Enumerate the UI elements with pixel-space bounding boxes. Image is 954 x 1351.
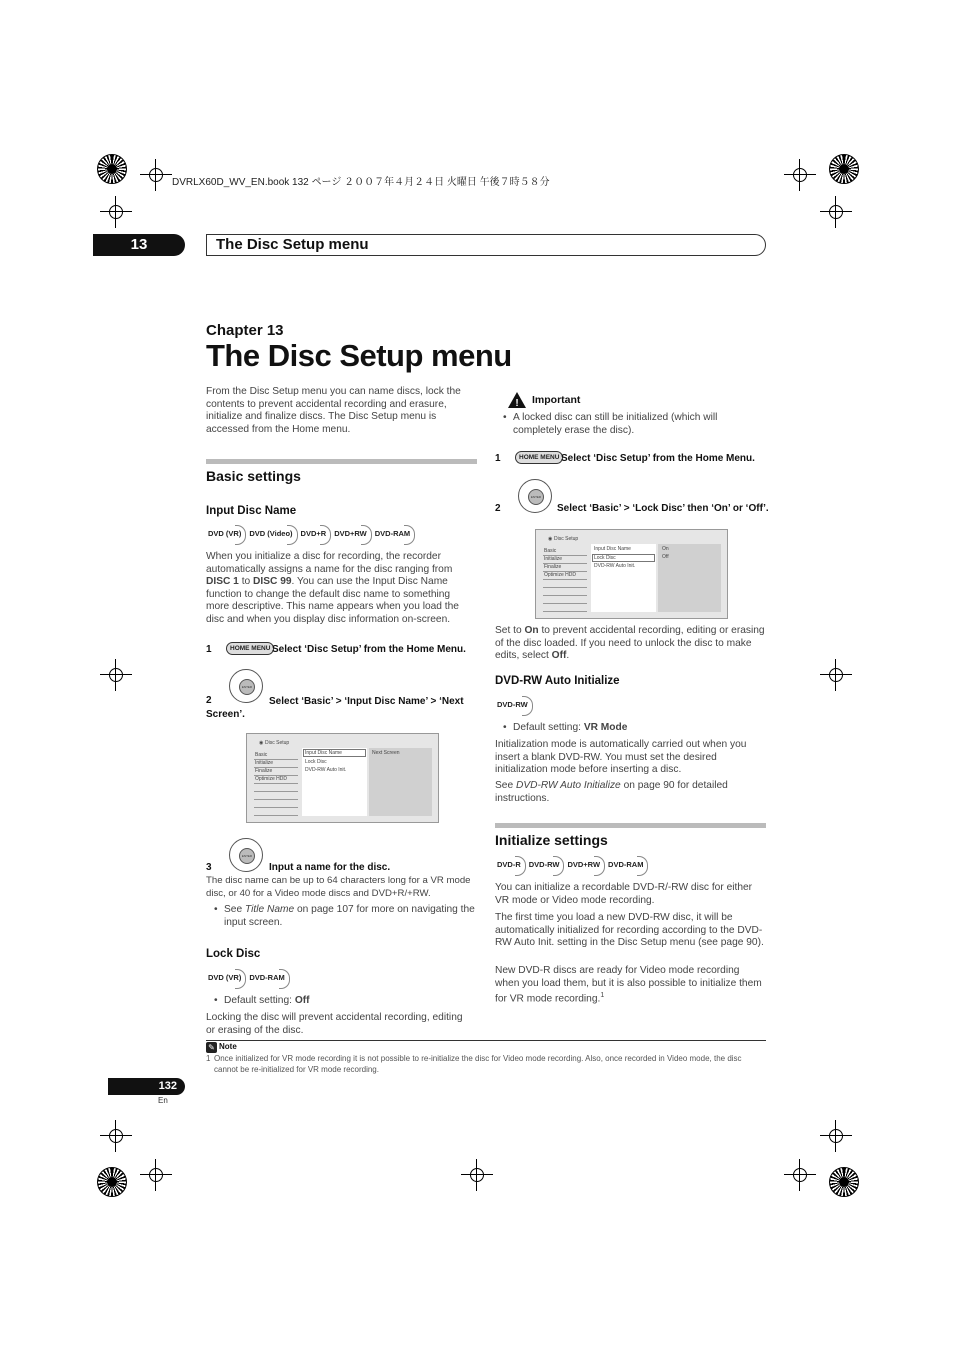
initialize-settings-heading: Initialize settings: [495, 832, 608, 848]
section-divider: [495, 823, 766, 828]
step-number: 1: [206, 644, 212, 655]
screen-option: Lock Disc: [594, 555, 616, 561]
default-value: VR Mode: [583, 722, 628, 733]
on-value: On: [524, 625, 539, 636]
footnote-number: 1: [206, 1054, 211, 1063]
important-heading: Important: [532, 394, 581, 406]
disc-compat-badges: [206, 528, 412, 540]
disc-badge: DVD-RAM: [608, 860, 644, 869]
crosshair-mark: [826, 665, 846, 685]
note-divider: [206, 1040, 766, 1041]
lock-disc-instructions: Set to On to prevent accidental recording, editing or erasing of the disc loaded. If you need to unlock the disc to make edits, select Off.: [495, 625, 765, 662]
default-value: Off: [294, 995, 310, 1006]
lock-disc-heading: Lock Disc: [206, 948, 261, 960]
disc-setup-screen-lock: [535, 529, 728, 619]
step-number: 1: [495, 453, 501, 464]
initialize-paragraph-2: The first time you load a new DVD-RW disc, it will be automatically initialized for recording according to the DVD-RW Auto Init. setting in the Disc Setup menu (see page 90).: [495, 912, 764, 949]
screen-menu-item: Initialize: [255, 760, 274, 766]
enter-dial-icon: ENTER: [229, 669, 263, 703]
registration-disc-mark: [97, 1167, 127, 1197]
disc-compat-badges: [206, 972, 287, 984]
input-disc-name-heading: Input Disc Name: [206, 505, 297, 517]
home-menu-button-icon: HOME MENU: [226, 642, 274, 655]
print-header: DVRLX60D_WV_EN.book 132 ページ ２００７年４月２４日 火曜日 午後７時５８分: [172, 177, 550, 188]
input-disc-name-paragraph: When you initialize a disc for recording, the recorder automatically assigns a name for the disc ranging from DISC 1 to DISC 99. You can use the Input Disc Name function to change the default disc name to something more descriptive. This name appears when you load the disc and when you display disc information on-screen.: [206, 551, 459, 625]
off-value: Off: [551, 650, 567, 662]
step-3-text: Input a name for the disc.: [269, 862, 391, 873]
disc-badge: DVD (VR): [208, 973, 242, 982]
page-title: The Disc Setup menu: [206, 338, 512, 373]
screen-menu-item: Finalize: [544, 564, 562, 570]
chapter-label: Chapter 13: [206, 322, 284, 339]
crosshair-mark: [790, 1165, 810, 1185]
disc-badge: DVD+RW: [334, 529, 367, 538]
screen-option: DVD-RW Auto Init.: [594, 563, 636, 569]
important-bullet: A locked disc can still be initialized (which will completely erase the disc).: [513, 412, 718, 436]
screen-title: Disc Setup: [265, 740, 290, 746]
step-number: 3: [206, 862, 212, 873]
lock-disc-default: Default setting: Off: [224, 995, 310, 1006]
disc-badge: DVD+RW: [567, 860, 601, 869]
screen-off-option: Off: [662, 554, 669, 560]
screen-menu-item: Basic: [255, 752, 268, 758]
dvd-rw-paragraph: Initialization mode is automatically carried out when you insert a blank DVD-RW. You must set the desired initialization mode before inserting a disc.: [495, 739, 747, 776]
home-menu-button-icon: HOME MENU: [515, 451, 563, 464]
disc-compat-badges: [495, 699, 530, 711]
disc-setup-icon: ◉: [548, 536, 553, 542]
section-divider: [206, 459, 477, 464]
screen-menu-item: Optimize HDD: [255, 776, 287, 782]
crosshair-mark: [467, 1165, 487, 1185]
svg-text:!: !: [515, 398, 519, 409]
disc-1-label: DISC 1: [206, 576, 239, 588]
dvd-rw-see-also: See DVD-RW Auto Initialize on page 90 for detailed instructions.: [495, 780, 728, 804]
lock-disc-paragraph: Locking the disc will prevent accidental recording, editing or erasing of the disc.: [206, 1012, 463, 1036]
chapter-number-tab: 13: [93, 234, 185, 256]
step-1-text: Select ‘Disc Setup’ from the Home Menu.: [272, 644, 466, 655]
disc-badge: DVD-RW: [497, 700, 528, 709]
screen-menu-item: Finalize: [255, 768, 273, 774]
lock-step-2-text: Select ‘Basic’ > ‘Lock Disc’ then ‘On’ or ‘Off’.: [557, 503, 769, 514]
note-label: Note: [219, 1042, 237, 1051]
crosshair-mark: [146, 1165, 166, 1185]
screen-option: Input Disc Name: [305, 750, 342, 756]
disc-99-label: DISC 99: [253, 576, 292, 588]
step-2-text: Select ‘Basic’ > ‘Input Disc Name’ > ‘Next Screen’.: [206, 696, 464, 720]
disc-badge: DVD-RAM: [374, 529, 411, 538]
see-title-name-bullet: See Title Name on page 107 for more on navigating the input screen.: [224, 904, 475, 928]
disc-badge: DVD+R: [300, 529, 327, 538]
dvd-rw-default: Default setting: VR Mode: [513, 722, 628, 733]
screen-menu-item: Initialize: [544, 556, 563, 562]
crosshair-mark: [146, 165, 166, 185]
disc-compat-badges: [495, 859, 645, 871]
running-header-title: The Disc Setup menu: [216, 236, 369, 253]
dvd-rw-reference: DVD-RW Auto Initialize: [515, 780, 621, 791]
warning-icon: [507, 391, 527, 409]
registration-disc-mark: [97, 154, 127, 184]
enter-dial-icon: ENTER: [229, 838, 263, 872]
initialize-paragraph-3: New DVD-R discs are ready for Video mode recording when you load them, but it is also possible to initialize them for VR mode recording.$^1$: [495, 965, 762, 1005]
footnote-text: Once initialized for VR mode recording it is not possible to re-initialize the disc for Video mode recording. Also, once recorded in Video mode, the disc cannot be re-initialized for VR mode recording.: [214, 1054, 742, 1074]
step-number: 2: [206, 695, 212, 706]
lock-step-1-text: Select ‘Disc Setup’ from the Home Menu.: [561, 453, 755, 464]
screen-option: Lock Disc: [305, 759, 327, 765]
crosshair-mark: [790, 165, 810, 185]
step-3-description: The disc name can be up to 64 characters long for a VR mode disc, or 40 for a Video mode discs and DVD+R/+RW.: [206, 875, 471, 899]
dvd-rw-auto-init-heading: DVD-RW Auto Initialize: [495, 675, 620, 687]
screen-on-option: On: [662, 546, 669, 552]
disc-badge: DVD-RAM: [249, 973, 285, 982]
crosshair-mark: [106, 202, 126, 222]
crosshair-mark: [106, 665, 126, 685]
note-icon: ✎: [206, 1042, 217, 1053]
title-name-reference: Title Name: [244, 904, 295, 915]
disc-badge: DVD-RW: [528, 860, 560, 869]
disc-setup-screen: [246, 733, 439, 823]
intro-paragraph: From the Disc Setup menu you can name discs, lock the contents to prevent accidental recording and erasure, initialize and finalize discs. The Disc Setup menu is accessed from the Home menu.: [206, 386, 461, 435]
disc-badge: DVD (Video): [249, 529, 293, 538]
registration-disc-mark: [829, 154, 859, 184]
page-number: 132: [108, 1078, 185, 1095]
step-number: 2: [495, 503, 501, 514]
crosshair-mark: [826, 202, 846, 222]
disc-setup-icon: ◉: [259, 740, 264, 746]
enter-dial-icon: ENTER: [518, 479, 552, 513]
disc-badge: DVD-R: [497, 860, 521, 869]
screen-menu-item: Basic: [544, 548, 557, 554]
crosshair-mark: [106, 1126, 126, 1146]
disc-badge: DVD (VR): [208, 529, 242, 538]
screen-menu-item: Optimize HDD: [544, 572, 576, 578]
screen-title: Disc Setup: [554, 536, 579, 542]
screen-option: DVD-RW Auto Init.: [305, 767, 347, 773]
basic-settings-heading: Basic settings: [206, 468, 301, 484]
registration-disc-mark: [829, 1167, 859, 1197]
footnote-ref: 1: [600, 992, 605, 1000]
screen-next: Next Screen: [372, 750, 400, 756]
page-language: En: [158, 1096, 168, 1105]
crosshair-mark: [826, 1126, 846, 1146]
screen-option: Input Disc Name: [594, 546, 631, 552]
initialize-paragraph-1: You can initialize a recordable DVD-R/-RW disc for either VR mode or Video mode recording.: [495, 882, 753, 906]
